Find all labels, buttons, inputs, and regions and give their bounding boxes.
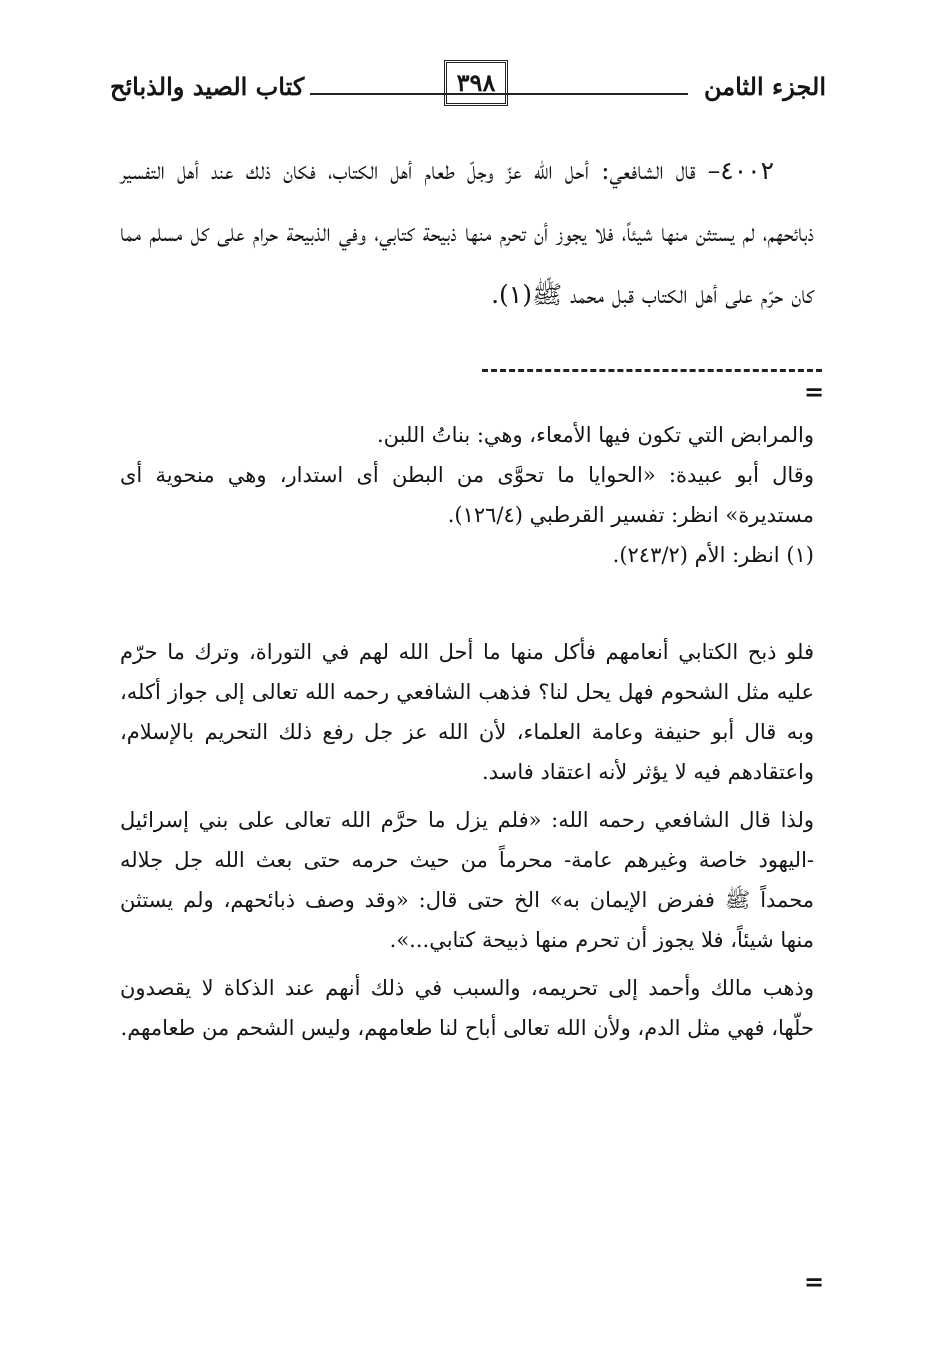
footnote-1: (١) انظر: الأم (٢٤٣/٢). <box>612 543 814 567</box>
footnote-continued-quote: وقال أبو عبيدة: «الحوايا ما تحوَّى من البطن أى استدار، وهي منحوية أى مستديرة» انظر: تفسير القرطبي (١٢٦/٤). <box>120 463 814 527</box>
page-number: ٣٩٨ <box>456 68 496 97</box>
main-paragraph: ٤٠٠٢– قال الشافعي: أحل الله عزّ وجلّ طعام أهل الكتاب، فكان ذلك عند أهل التفسير ذبائحهم، لم يستثن منها شيئاً، فلا يجوز أن تحرم منها ذبيحة كتابي، وفي الذبيحة حرام على كل مسلم مما كان حرّم على أهل الكتاب قبل محمد ﷺ(١). <box>120 156 814 309</box>
chapter-title: كتاب الصيد والذبائح <box>110 72 305 101</box>
header-rule-left <box>310 93 504 95</box>
page-header <box>110 60 826 110</box>
continuation-mark-bottom: = <box>804 1267 825 1296</box>
header-rule-right <box>502 93 688 95</box>
volume-title: الجزء الثامن <box>703 72 826 101</box>
main-text <box>120 140 814 326</box>
commentary-paragraph-1: فلو ذبح الكتابي أنعامهم فأكل منها ما أحل الله لهم في التوراة، وترك ما حرّم عليه مثل الشحوم فهل يحل لنا؟ فذهب الشافعي رحمه الله تعالى إلى جواز أكله، وبه قال أبو حنيفة وعامة العلماء، لأن الله عز جل رفع ذلك التحريم بالإسلام، واعتقادهم فيه لا يؤثر لأنه اعتقاد فاسد. <box>120 640 814 784</box>
commentary-paragraph-3: وذهب مالك وأحمد إلى تحريمه، والسبب في ذلك أنهم عند الذكاة لا يقصدون حلّها، فهي مثل الدم، ولأن الله تعالى أباح لنا طعامهم، وليس الشحم من طعامهم. <box>120 976 814 1040</box>
page-number-box <box>444 60 508 106</box>
continuation-mark: = <box>804 377 825 406</box>
footnote-separator <box>482 369 822 372</box>
commentary <box>120 632 814 1056</box>
footnotes <box>120 415 814 575</box>
commentary-paragraph-2: ولذا قال الشافعي رحمه الله: «فلم يزل ما حرَّم الله تعالى على بني إسرائيل -اليهود خاصة وغيرهم عامة- محرماً من حيث حرمه حتى بعث الله جل جلاله محمداً ﷺ ففرض الإيمان به» الخ حتى قال: «وقد وصف ذبائحهم، ولم يستثن منها شيئاً، فلا يجوز أن تحرم منها ذبيحة كتابي...». <box>120 808 814 952</box>
footnote-continued-line: والمرابض التي تكون فيها الأمعاء، وهي: بناتُ اللبن. <box>376 423 814 447</box>
